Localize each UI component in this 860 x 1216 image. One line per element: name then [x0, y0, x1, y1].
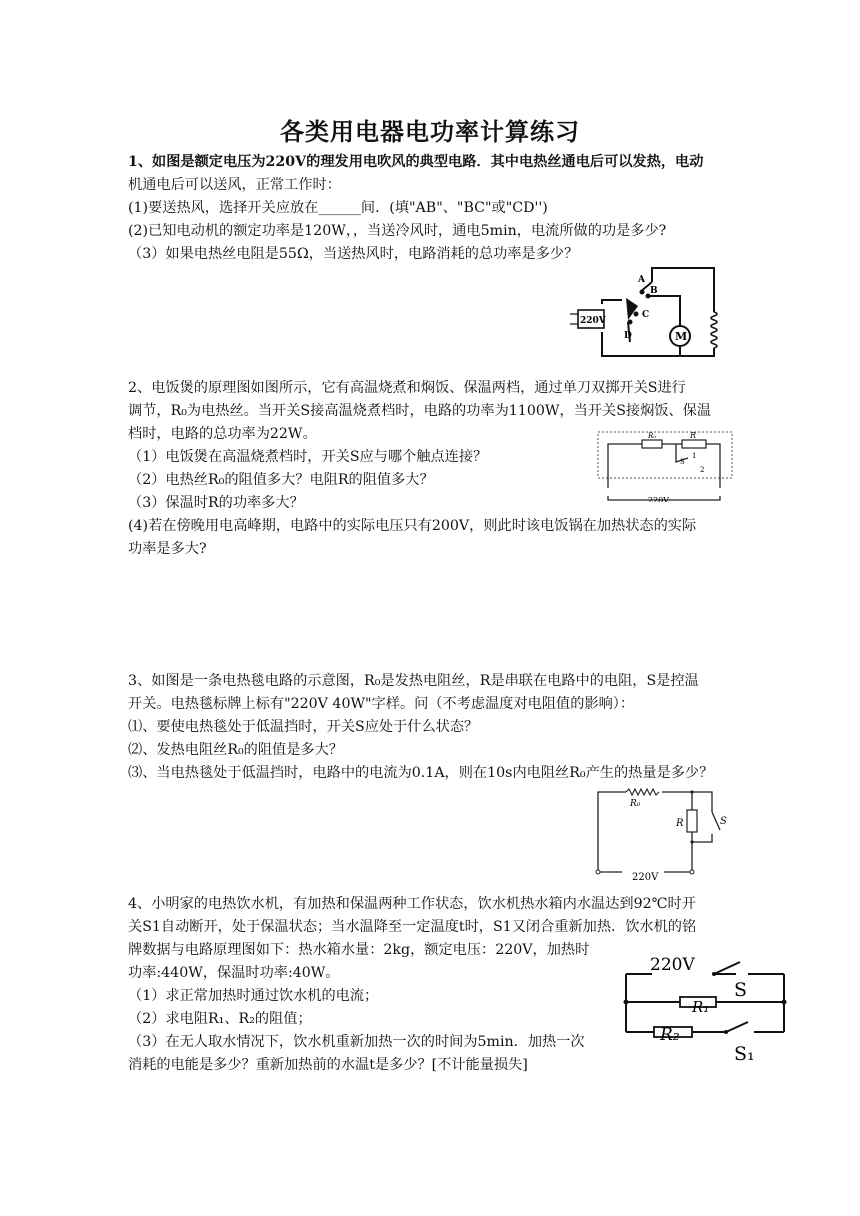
- terminal-b-label: B: [650, 286, 658, 296]
- heating-wire-coil: [711, 312, 717, 348]
- terminal-d-dot: [628, 320, 633, 325]
- r2-label: R₂: [660, 1025, 680, 1045]
- junction-dot: [782, 1000, 787, 1005]
- q4-line: 牌数据与电路原理图如下：热水箱水量：2kg，额定电压：220V，加热时: [128, 942, 590, 958]
- q1-line: 机通电后可以送风，正常工作时：: [128, 177, 341, 193]
- q2-line: 功率是多大?: [128, 541, 207, 557]
- switch-s-pivot: [712, 972, 716, 976]
- terminal-left: [596, 870, 600, 874]
- resistor-r: [682, 440, 706, 448]
- junction-dot: [690, 840, 693, 843]
- terminal-c-dot: [634, 312, 639, 317]
- junction-dot: [690, 790, 693, 793]
- terminal-a-dot: [640, 290, 645, 295]
- switch-s-label: S: [680, 458, 685, 466]
- q2-line: （1）电饭煲在高温烧煮档时，开关S应与哪个触点连接？: [128, 449, 488, 465]
- hair-dryer-circuit-diagram: [570, 262, 722, 362]
- r1-label: R₁: [692, 998, 710, 1016]
- motor-label: M: [675, 330, 688, 343]
- heating-wire-r0: [626, 789, 659, 795]
- q2-line: （3）保温时R的功率多大？: [128, 495, 304, 511]
- water-dispenser-circuit-diagram: [616, 948, 792, 1066]
- q3-line: ⑶、当电热毯处于低温挡时，电路中的电流为0.1A，则在10s内电阻丝R₀产生的热量是多少？: [128, 765, 714, 781]
- cooker-enclosure: [598, 432, 732, 478]
- resistor-r: [687, 810, 697, 832]
- switch-s-label: S: [720, 816, 727, 827]
- q2-line: 调节，R₀为电热丝。当开关S接高温烧煮档时，电路的功率为1100W，当开关S接焖饭、保温: [128, 403, 712, 419]
- switch-s1-label: S₁: [734, 1043, 755, 1065]
- terminal-right: [690, 870, 694, 874]
- voltage-label: 220V: [580, 316, 606, 326]
- q4-line: 关S1自动断开，处于保温状态；当水温降至一定温度t时，S1又闭合重新加热．饮水机的铭: [128, 919, 697, 935]
- q1-line: 1、如图是额定电压为220V的理发用电吹风的典型电路．其中电热丝通电后可以发热，电动: [128, 154, 704, 170]
- q2-line: 档时，电路的总功率为22W。: [128, 426, 317, 442]
- q3-line: ⑴、要使电热毯处于低温挡时，开关S应处于什么状态？: [128, 719, 479, 735]
- selector-switch-blade: [626, 298, 638, 320]
- q1-line: (1)要送热风，选择开关应放在______间．(填"AB"、"BC"或"CD''): [128, 200, 548, 216]
- r-label: R: [690, 431, 697, 440]
- voltage-label: 220V: [648, 496, 670, 502]
- voltage-label: 220V: [632, 872, 659, 883]
- q4-line: 功率:440W，保温时功率:40W。: [128, 965, 340, 981]
- q2-line: (4)若在傍晚用电高峰期，电路中的实际电压只有200V，则此时该电饭锅在加热状态的实际: [128, 518, 697, 534]
- contact-1-label: 1: [692, 452, 697, 460]
- q4-line: （3）在无人取水情况下，饮水机重新加热一次的时间为5min．加热一次: [128, 1034, 585, 1050]
- r0-label: R₀: [630, 799, 641, 809]
- q3-line: ⑵、发热电阻丝R₀的阻值是多大？: [128, 742, 343, 758]
- junction-dot: [624, 1000, 629, 1005]
- switch-s-label: S: [734, 979, 748, 1001]
- q4-line: 4、小明家的电热饮水机，有加热和保温两种工作状态，饮水机热水箱内水温达到92℃时开: [128, 896, 696, 912]
- terminal-d-label: D: [624, 331, 632, 341]
- q1-line: （3）如果电热丝电阻是55Ω，当送热风时，电路消耗的总功率是多少？: [128, 246, 579, 262]
- rice-cooker-circuit-diagram: [596, 430, 736, 502]
- q4-line: （1）求正常加热时通过饮水机的电流；: [128, 988, 379, 1004]
- voltage-label: 220V: [650, 955, 695, 975]
- terminal-c-label: C: [642, 310, 650, 320]
- q1-line: (2)已知电动机的额定功率是120W，，当送冷风时，通电5min，电流所做的功是多少?: [128, 223, 667, 239]
- switch-s1-pivot: [724, 1030, 728, 1034]
- page-title: 各类用电器电功率计算练习: [280, 118, 580, 146]
- q4-line: （2）求电阻R₁、R₂的阻值；: [128, 1011, 312, 1027]
- q3-line: 开关。电热毯标牌上标有"220V 40W"字样。问（不考虑温度对电阻值的影响）：: [128, 696, 635, 712]
- q2-line: 2、电饭煲的原理图如图所示，它有高温烧煮和焖饭、保温两档，通过单刀双掷开关S进行: [128, 380, 686, 396]
- q2-line: （2）电热丝R₀的阻值多大？电阻R的阻值多大？: [128, 472, 434, 488]
- electric-blanket-circuit-diagram: [592, 784, 730, 886]
- terminal-a-label: A: [638, 275, 645, 285]
- r0-label: R₀: [648, 432, 657, 440]
- q3-line: 3、如图是一条电热毯电路的示意图，R₀是发热电阻丝，R是串联在电路中的电阻，S是控温: [128, 673, 699, 689]
- r-label: R: [676, 818, 684, 829]
- q4-line: 消耗的电能是多少？重新加热前的水温t是多少？[不计能量损失]: [128, 1057, 528, 1073]
- contact-2-label: 2: [700, 466, 705, 474]
- resistor-r0: [642, 440, 662, 448]
